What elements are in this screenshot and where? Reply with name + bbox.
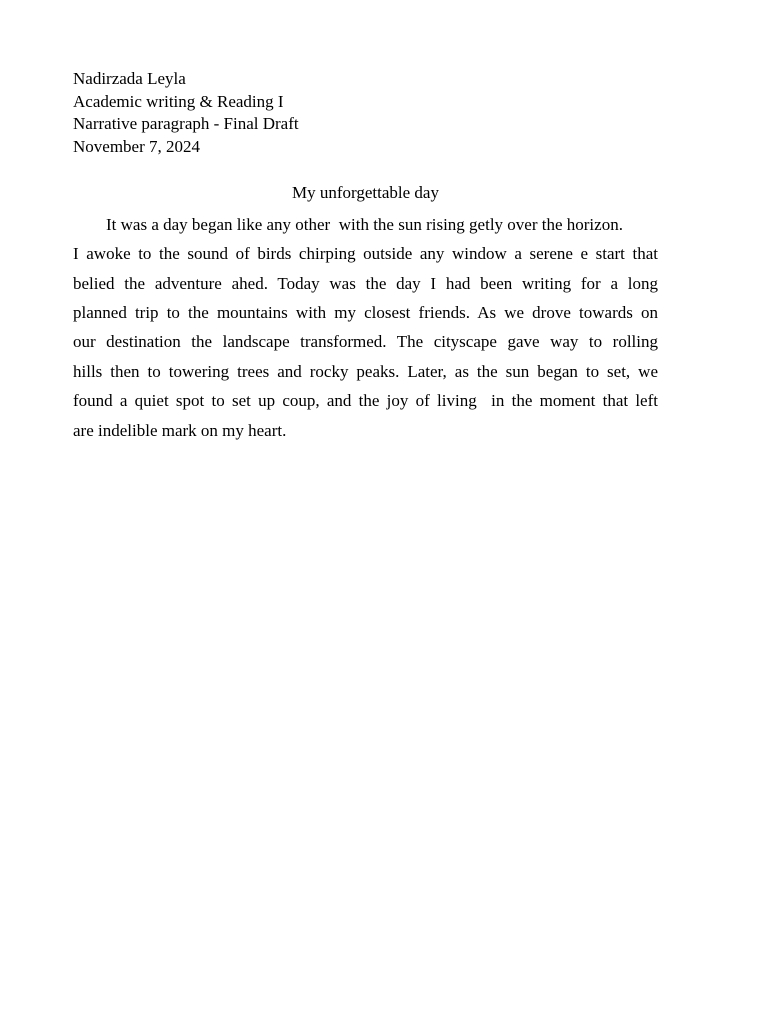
document-page <box>73 68 658 445</box>
author-name: Nadirzada Leyla <box>73 69 186 88</box>
paragraph-line: planned trip to the mountains with my closest friends. As we drove towards on <box>73 302 658 322</box>
document-date: November 7, 2024 <box>73 137 201 157</box>
essay-paragraph <box>73 210 658 445</box>
assignment-name: Narrative paragraph - Final Draft <box>73 114 299 134</box>
paragraph-line: belied the adventure ahed. Today was the day I had been writing for a long <box>73 273 658 293</box>
paragraph-line: I awoke to the sound of birds chirping outside any window a serene e start that <box>73 244 658 264</box>
course-name: Academic writing & Reading I <box>73 91 284 111</box>
paragraph-line: found a quiet spot to set up coup, and the joy of living in the moment that left <box>73 391 658 411</box>
paragraph-line: are indelible mark on my heart. <box>73 420 287 440</box>
paragraph-line: our destination the landscape transformed. The cityscape gave way to rolling <box>73 332 658 352</box>
paragraph-line: It was a day began like any other with the sun rising getly over the horizon. <box>106 214 623 234</box>
paragraph-line: hills then to towering trees and rocky peaks. Later, as the sun began to set, we <box>73 361 658 381</box>
essay-title: My unforgettable day <box>292 182 439 202</box>
